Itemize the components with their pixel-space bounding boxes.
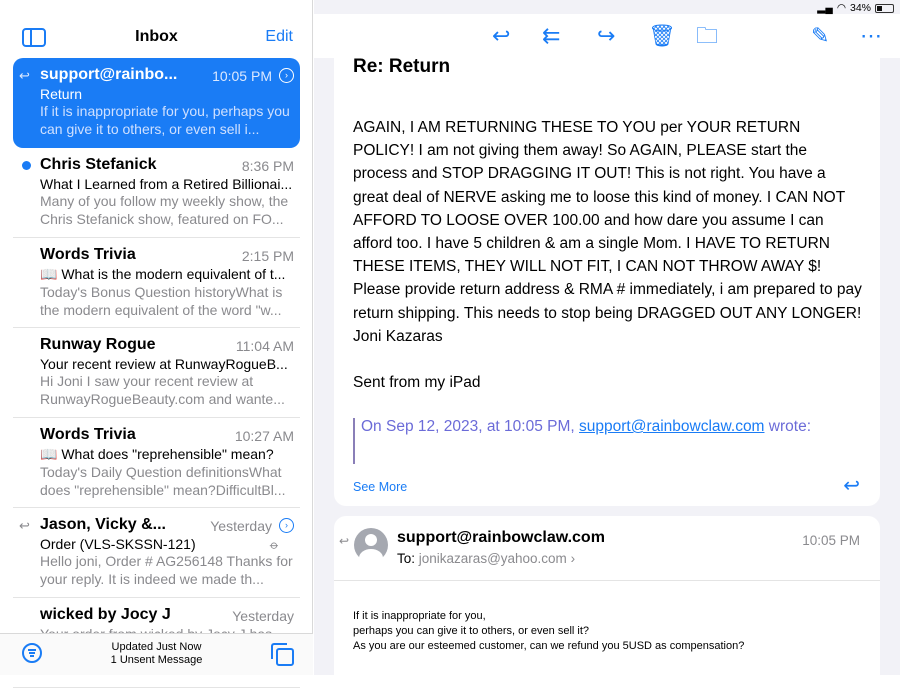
replied-icon: ↩ <box>19 68 30 83</box>
message-subject: Your recent review at RunwayRogueB... <box>40 356 288 372</box>
sidebar-header <box>0 22 313 54</box>
reply-icon[interactable]: ↩ <box>843 475 860 497</box>
signal-icon: ▂▄ <box>817 2 833 14</box>
message-time: 10:27 AM <box>234 428 294 444</box>
reply-all-icon[interactable]: ⇇ <box>542 23 561 48</box>
message-toolbar <box>314 14 900 58</box>
quote-suffix: wrote: <box>764 418 811 435</box>
message-subject: 📖 What is the modern equivalent of t... <box>40 266 286 282</box>
message-sender: Words Trivia <box>40 426 136 443</box>
wifi-icon: ◠ <box>836 2 846 14</box>
message-preview: Today's Bonus Question historyWhat is the modern equivalent of the word "w... <box>40 284 283 318</box>
battery-icon <box>875 4 894 13</box>
unread-dot-icon <box>22 161 31 170</box>
body-line: As you are our esteemed customer, can we refund you 5USD as compensation? <box>353 640 745 652</box>
list-item[interactable] <box>13 508 300 598</box>
message-time: Yesterday <box>232 608 294 624</box>
thread-chevron-icon[interactable]: › <box>279 518 294 533</box>
list-item[interactable] <box>13 148 300 238</box>
message-card <box>334 516 880 686</box>
message-subject: Return <box>40 86 83 102</box>
message-subject-title: Re: Return <box>353 56 451 77</box>
more-icon[interactable]: ⋯ <box>860 23 882 48</box>
message-sender: Jason, Vicky &... <box>40 516 166 533</box>
quoted-header <box>353 418 811 464</box>
trash-icon[interactable]: 🗑︎ <box>648 23 676 48</box>
recipient-line <box>397 551 575 566</box>
chevron-right-icon[interactable]: › <box>570 551 576 566</box>
message-preview: Many of you follow my weekly show, the Chris Stefanick show, featured on FO... <box>40 193 289 227</box>
sync-status-line2: 1 Unsent Message <box>110 654 203 666</box>
message-time: 8:36 PM <box>241 158 294 174</box>
sender-address[interactable]: support@rainbowclaw.com <box>397 529 605 546</box>
message-time: 10:05 PM <box>802 533 860 548</box>
quote-email-link[interactable]: support@rainbowclaw.com <box>579 418 765 435</box>
see-more-link[interactable]: See More <box>353 480 408 494</box>
reply-icon[interactable]: ↩︎ <box>492 23 511 48</box>
message-sender: Chris Stefanick <box>40 156 157 173</box>
signature-name: Joni Kazaras <box>353 327 443 345</box>
battery-percent: 34% <box>849 2 871 14</box>
compose-icon[interactable]: ✎ <box>811 23 830 48</box>
message-preview: Hello joni, Order # AG256148 Thanks for your reply. It is indeed we made th... <box>40 553 293 587</box>
to-label: To: <box>397 551 416 566</box>
list-item[interactable] <box>13 238 300 328</box>
edit-button[interactable]: Edit <box>265 28 293 45</box>
message-sender: wicked by Jocy J <box>40 606 171 623</box>
message-preview: If it is inappropriate for you, perhaps you can give it to others, or even sell i... <box>40 103 290 137</box>
replied-icon: ↩ <box>339 534 350 548</box>
body-paragraph: AGAIN, I AM RETURNING THESE TO YOU per YOUR RETURN POLICY! I am not giving them away! So AGAIN, PLEASE start the process and STOP DRAGGING IT OUT! This is not right. You have a great deal of NERVE asking me to loose this kind of money. I CAN NOT AFFORD TO LOOSE OVER 100.00 and how dare you assume I can afford too. I have 5 children & am a single Mom. I HAVE TO RETURN THESE ITEMS, THEY WILL NOT FIT, I CAN NOT THROW AWAY $! Please provide return address & RMA # immediately, i am prepared to pay return shipping. This needs to stop being DRAGGED OUT ANY LONGER! <box>353 119 867 322</box>
message-sender: Words Trivia <box>40 246 136 263</box>
avatar <box>354 528 388 562</box>
mailbox-title: Inbox <box>135 28 178 45</box>
list-item[interactable] <box>13 418 300 508</box>
message-list <box>0 58 313 633</box>
message-time: 11:04 AM <box>235 338 294 354</box>
message-sender: support@rainbo... <box>40 66 178 83</box>
attachment-icon: ⌀ <box>266 537 282 553</box>
list-item[interactable] <box>13 328 300 418</box>
signature-device: Sent from my iPad <box>353 374 481 392</box>
thread-chevron-icon[interactable]: › <box>279 68 294 83</box>
message-sender: Runway Rogue <box>40 336 156 353</box>
message-preview: Today's Daily Question definitionsWhat does "reprehensible" mean?DifficultBl... <box>40 464 286 498</box>
message-preview: Hi Joni I saw your recent review at RunwayRogueBeauty.com and wante... <box>40 373 285 407</box>
sync-status-line1: Updated Just Now <box>111 641 202 653</box>
message-time: 10:05 PM <box>212 68 272 84</box>
message-body <box>353 609 744 654</box>
compose-drafts-icon[interactable] <box>271 643 291 663</box>
message-body <box>353 116 867 394</box>
message-detail-pane <box>314 0 900 675</box>
divider <box>334 580 880 581</box>
body-line: perhaps you can give it to others, or even sell it? <box>353 625 590 637</box>
message-time: 2:15 PM <box>241 248 294 264</box>
recipient-address[interactable]: jonikazaras@yahoo.com <box>418 551 567 566</box>
message-subject: What I Learned from a Retired Billionai... <box>40 176 293 192</box>
folder-icon[interactable]: 🗀 <box>696 23 719 48</box>
message-subject: 📖 What does "reprehensible" mean? <box>40 446 274 462</box>
sidebar-footer <box>0 633 313 675</box>
message-subject: Order (VLS-SKSSN-121) <box>40 536 196 552</box>
quote-prefix: On Sep 12, 2023, at 10:05 PM, <box>361 418 580 435</box>
body-line: If it is inappropriate for you, <box>353 610 486 622</box>
message-card <box>334 58 880 506</box>
sync-status <box>0 641 313 667</box>
forward-icon[interactable]: ↪︎ <box>597 23 616 48</box>
list-item[interactable] <box>13 58 300 148</box>
replied-icon: ↩ <box>19 518 30 533</box>
message-time: Yesterday <box>210 518 272 534</box>
status-indicators <box>817 2 894 14</box>
mailbox-sidebar <box>0 0 313 675</box>
